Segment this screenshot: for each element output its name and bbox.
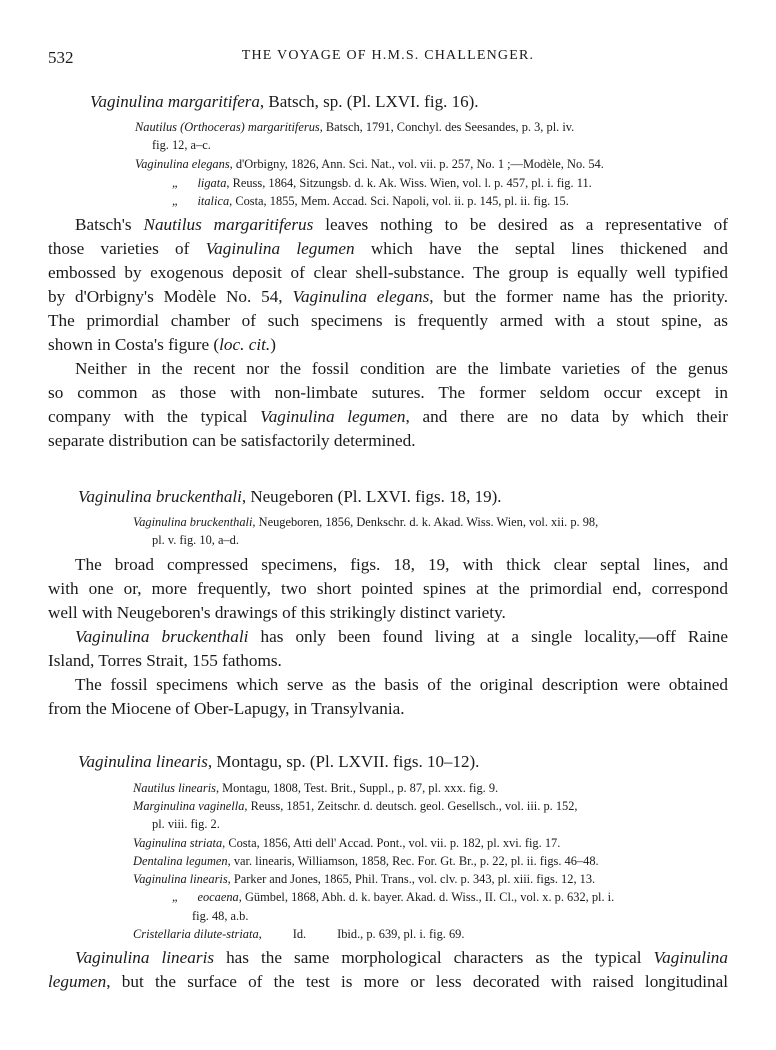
- running-header: [48, 48, 728, 70]
- paragraph: The fossil specimens which serve as the basis of the original description were obtained from the Miocene of Ober-Lapugy, in Transylvania.: [48, 675, 728, 718]
- synonym-entry: „ ligata, Reuss, 1864, Sitzungsb. d. k. Ak. Wiss. Wien, vol. l. p. 457, pl. i. fig. 11.: [172, 176, 592, 190]
- synonym-entry: Vaginulina bruckenthali, Neugeboren, 1856, Denkschr. d. k. Akad. Wiss. Wien, vol. xii. p. 98,: [133, 515, 599, 529]
- synonym-entry: „ italica, Costa, 1855, Mem. Accad. Sci. Napoli, vol. ii. p. 145, pl. ii. fig. 15.: [172, 194, 569, 208]
- paragraph: Vaginulina bruckenthali has only been found living at a single locality,—off Raine Island, Torres Strait, 155 fathoms.: [48, 627, 728, 670]
- synonym-entry: pl. viii. fig. 2.: [152, 817, 220, 831]
- page-number: 532: [48, 48, 74, 67]
- species-name: Vaginulina margaritifera: [90, 92, 260, 111]
- synonym-entry: Vaginulina linearis, Parker and Jones, 1865, Phil. Trans., vol. clv. p. 343, pl. xiii. figs. 12, 13.: [133, 872, 596, 886]
- synonym-entry: Vaginulina elegans, d'Orbigny, 1826, Ann. Sci. Nat., vol. vii. p. 257, No. 1 ;—Modèle, No. 54.: [135, 157, 604, 171]
- synonym-entry: Marginulina vaginella, Reuss, 1851, Zeitschr. d. deutsch. geol. Gesellsch., vol. iii. p. 152,: [133, 799, 578, 813]
- synonym-entry: Cristellaria dilute-striata, Id. Ibid., p. 639, pl. i. fig. 69.: [133, 927, 465, 941]
- running-title: THE VOYAGE OF H.M.S. CHALLENGER.: [241, 48, 535, 63]
- species-name: Vaginulina bruckenthali: [78, 487, 242, 506]
- species-name: Vaginulina linearis: [78, 752, 208, 771]
- synonym-entry: pl. v. fig. 10, a–d.: [152, 533, 239, 547]
- paragraph: Batsch's Nautilus margaritiferus leaves nothing to be desired as a representative of those varieties of Vaginulina legumen which have the septal lines thickened and embossed by exogenous deposit of clear shell-substance. The group is equally well typified by d'Orbigny's Modèle No. 54, Vaginulina elegans, but the former name has the priority. The primordial chamber of such specimens is frequently armed with a stout spine, as shown in Costa's figure (loc. cit.): [48, 215, 729, 354]
- synonym-entry: Dentalina legumen, var. linearis, Williamson, 1858, Rec. For. Gt. Br., p. 22, pl. ii. figs. 46–48.: [133, 854, 599, 868]
- synonym-entry: fig. 48, a.b.: [192, 909, 249, 923]
- species-heading: Vaginulina margaritifera, Batsch, sp. (Pl. LXVI. fig. 16).: [90, 92, 479, 111]
- paragraph: The broad compressed specimens, figs. 18, 19, with thick clear septal lines, and with one or, more frequently, two short pointed spines at the primordial end, correspond well with Neugeboren's drawings of this strikingly distinct variety.: [48, 555, 728, 622]
- synonym-entry: „ eocaena, Gümbel, 1868, Abh. d. k. bayer. Akad. d. Wiss., II. Cl., vol. x. p. 632, pl. i.: [172, 890, 615, 904]
- synonym-entry: fig. 12, a–c.: [152, 138, 211, 152]
- paragraph: Vaginulina linearis has the same morphological characters as the typical Vaginulina legumen, but the surface of the test is more or less decorated with raised longitudinal: [48, 948, 728, 991]
- synonym-entry: Vaginulina striata, Costa, 1856, Atti dell' Accad. Pont., vol. vii. p. 182, pl. xvi. fig. 17.: [133, 836, 561, 850]
- synonym-entry: Nautilus (Orthoceras) margaritiferus, Batsch, 1791, Conchyl. des Seesandes, p. 3, pl. iv.: [135, 120, 575, 134]
- paragraph: Neither in the recent nor the fossil condition are the limbate varieties of the genus so common as those with non-limbate sutures. The former seldom occur except in company with the typical Vaginulina legumen, and there are no data by which their separate distribution can be satisfactorily determined.: [48, 359, 728, 450]
- synonym-entry: Nautilus linearis, Montagu, 1808, Test. Brit., Suppl., p. 87, pl. xxx. fig. 9.: [133, 781, 499, 795]
- species-heading: Vaginulina linearis, Montagu, sp. (Pl. LXVII. figs. 10–12).: [78, 752, 480, 771]
- species-heading: Vaginulina bruckenthali, Neugeboren (Pl. LXVI. figs. 18, 19).: [78, 487, 502, 506]
